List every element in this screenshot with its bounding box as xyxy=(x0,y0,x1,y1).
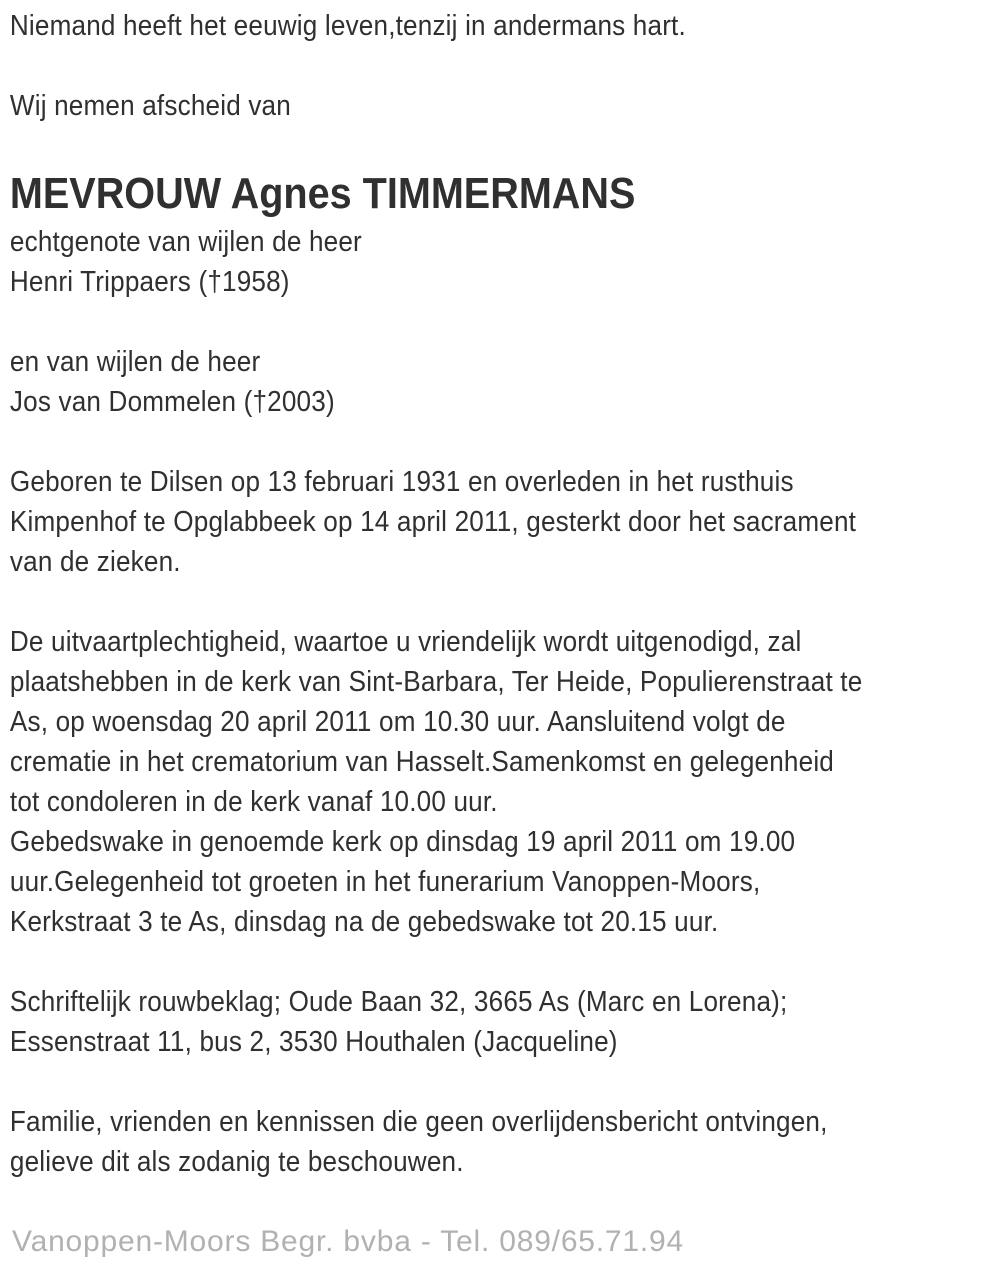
condolence-address-line: Essenstraat 11, bus 2, 3530 Houthalen (Jacqueline) xyxy=(9,1026,618,1058)
spouse2-name-line: Jos van Dommelen (†2003) xyxy=(9,386,335,418)
notice-paragraph xyxy=(10,1102,999,1182)
epigraph-line: Niemand heeft het eeuwig leven,tenzij in andermans hart. xyxy=(9,10,686,42)
service-line: tot condoleren in de kerk vanaf 10.00 uur. xyxy=(9,786,498,818)
birth-death-line: Kimpenhof te Opglabbeek op 14 april 2011, gesterkt door het sacrament xyxy=(9,506,857,538)
service-line: plaatshebben in de kerk van Sint-Barbara, Ter Heide, Populierenstraat te xyxy=(9,666,863,698)
condolence-addresses-paragraph xyxy=(10,982,999,1062)
epigraph-paragraph xyxy=(10,6,999,46)
farewell-intro-line: Wij nemen afscheid van xyxy=(9,90,291,122)
service-line: uur.Gelegenheid tot groeten in het funerarium Vanoppen-Moors, xyxy=(9,866,761,898)
spouse2-relation-line: en van wijlen de heer xyxy=(9,346,261,378)
service-line: crematie in het crematorium van Hasselt.Samenkomst en gelegenheid xyxy=(9,746,835,778)
spouse1-relation-line: echtgenote van wijlen de heer xyxy=(9,226,362,258)
service-line: De uitvaartplechtigheid, waartoe u vriendelijk wordt uitgenodigd, zal xyxy=(9,626,802,658)
notice-line: Familie, vrienden en kennissen die geen overlijdensbericht ontvingen, xyxy=(9,1106,828,1138)
spouse2-paragraph xyxy=(10,342,999,422)
birth-death-paragraph xyxy=(10,462,999,582)
condolence-address-line: Schriftelijk rouwbeklag; Oude Baan 32, 3665 As (Marc en Lorena); xyxy=(9,986,788,1018)
birth-death-line: van de zieken. xyxy=(9,546,181,578)
funeral-home-footer: Vanoppen-Moors Begr. bvba - Tel. 089/65.71.94 xyxy=(12,1225,684,1258)
service-line: Gebedswake in genoemde kerk op dinsdag 19 april 2011 om 19.00 xyxy=(9,826,796,858)
service-line: As, op woensdag 20 april 2011 om 10.30 uur. Aansluitend volgt de xyxy=(9,706,786,738)
spouse1-paragraph xyxy=(10,222,999,302)
birth-death-line: Geboren te Dilsen op 13 februari 1931 en overleden in het rusthuis xyxy=(9,466,794,498)
service-paragraph xyxy=(10,622,999,942)
deceased-name-title: MEVROUW Agnes TIMMERMANS xyxy=(9,169,636,218)
notice-line: gelieve dit als zodanig te beschouwen. xyxy=(9,1146,464,1178)
spouse1-name-line: Henri Trippaers (†1958) xyxy=(9,266,290,298)
farewell-intro-paragraph xyxy=(10,86,999,126)
service-line: Kerkstraat 3 te As, dinsdag na de gebedswake tot 20.15 uur. xyxy=(9,906,719,938)
